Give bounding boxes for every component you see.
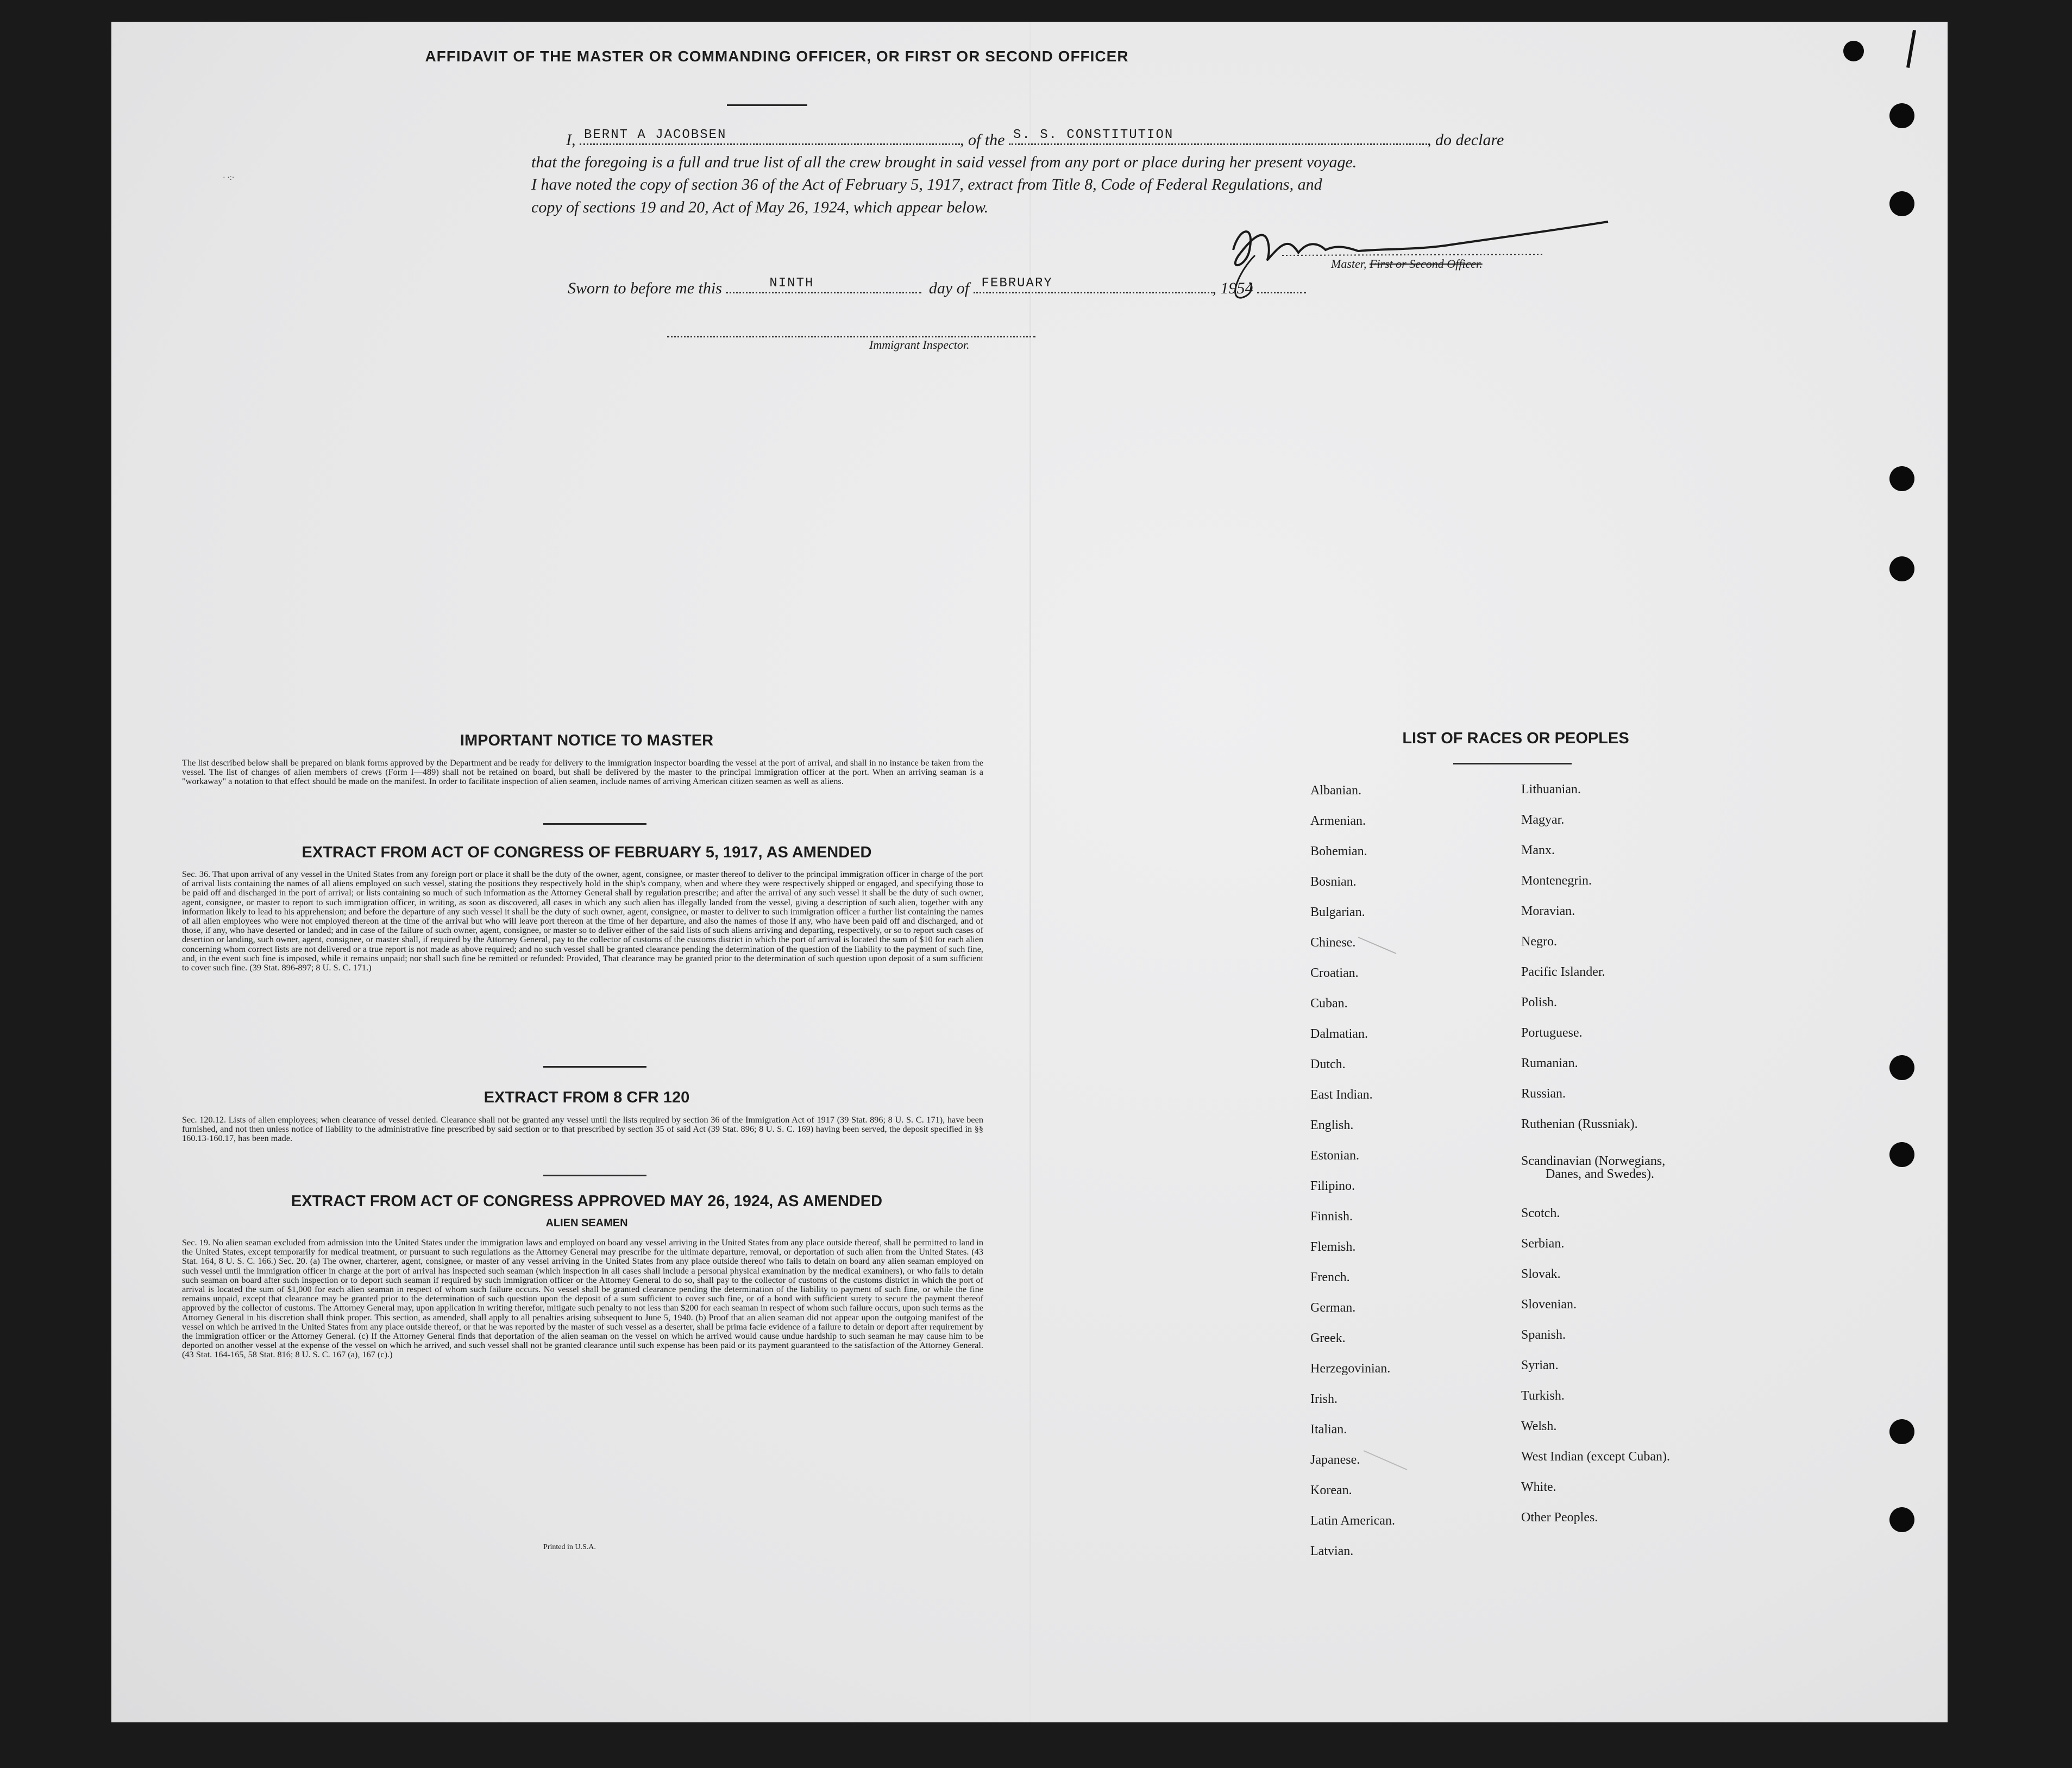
notice-title: IMPORTANT NOTICE TO MASTER — [460, 732, 714, 749]
divider — [543, 823, 646, 825]
vessel-name: S. S. CONSTITUTION — [1013, 128, 1174, 142]
inspector-signature-line — [667, 336, 1035, 337]
inspector-caption: Immigrant Inspector. — [869, 338, 970, 352]
sworn-text: Sworn to before me this — [568, 279, 722, 297]
affidavit-title: AFFIDAVIT OF THE MASTER OR COMMANDING OFFICER, OR FIRST OR SECOND OFFICER — [425, 48, 1129, 65]
race-item: Portuguese. — [1521, 1026, 1583, 1040]
race-item: West Indian (except Cuban). — [1521, 1450, 1670, 1464]
do-declare: , do declare — [1427, 131, 1504, 149]
race-item: Irish. — [1310, 1392, 1338, 1406]
punch-hole — [1889, 1419, 1914, 1444]
declaration-line-4: copy of sections 19 and 20, Act of May 26, 1924, which appear below. — [531, 198, 989, 216]
punch-hole — [1889, 191, 1914, 216]
day-value: NINTH — [769, 276, 814, 291]
race-item: Latvian. — [1310, 1544, 1354, 1558]
master-caption — [1331, 257, 1483, 271]
race-item: Armenian. — [1310, 814, 1366, 828]
year-field — [1257, 279, 1306, 293]
race-item: Other Peoples. — [1521, 1510, 1598, 1525]
races-title: LIST OF RACES OR PEOPLES — [1402, 730, 1629, 747]
printed-in-usa: Printed in U.S.A. — [543, 1543, 596, 1551]
race-item: Finnish. — [1310, 1209, 1353, 1224]
punch-hole — [1889, 466, 1914, 491]
declaration-line-2: that the foregoing is a full and true list of all the crew brought in said vessel from any port or place during her present voyage. — [531, 153, 1357, 171]
struck-caption: First or Second Officer. — [1369, 257, 1483, 271]
race-item: Moravian. — [1521, 904, 1575, 918]
race-item: French. — [1310, 1270, 1350, 1284]
race-item: Cuban. — [1310, 996, 1348, 1011]
race-item: Rumanian. — [1521, 1056, 1578, 1070]
master-name: BERNT A JACOBSEN — [584, 128, 727, 142]
punch-hole — [1889, 103, 1914, 128]
race-item: Bulgarian. — [1310, 905, 1365, 919]
race-item: Japanese. — [1310, 1453, 1360, 1467]
race-item: Russian. — [1521, 1087, 1566, 1101]
declaration-line-3: I have noted the copy of section 36 of the Act of February 5, 1917, extract from Title 8, Code of Federal Regulations, and — [531, 175, 1322, 193]
pencil-marks — [1347, 935, 1456, 1478]
punch-hole — [1889, 1507, 1914, 1532]
punch-hole — [1889, 1142, 1914, 1167]
race-item: Turkish. — [1521, 1389, 1565, 1403]
race-item: Polish. — [1521, 995, 1558, 1010]
extract-cfr-text: Sec. 120.12. Lists of alien employees; when clearance of vessel denied. Clearance shall not be granted any vessel until the lists required by section 36 of the Immigration Act of 1917 (39 Stat. 896; 8 U. S. C. 171), have been furnished, and not then unless notice of liability to the administrative fine prescribed by said section or to that prescribed by section 35 of said Act (39 Stat. 896; 8 U. S. C. 169) having been served, the deposit specified in §§ 160.13-160.17, has been made. — [182, 1114, 983, 1144]
race-item: White. — [1521, 1480, 1556, 1494]
race-item: Korean. — [1310, 1483, 1352, 1497]
race-item: Montenegrin. — [1521, 874, 1592, 888]
punch-hole — [1889, 1055, 1914, 1080]
year-text: , 1954 — [1212, 279, 1253, 297]
divider — [543, 1066, 646, 1068]
race-item: Croatian. — [1310, 966, 1359, 980]
race-item: Dalmatian. — [1310, 1027, 1368, 1041]
race-item: Scandinavian (Norwegians, — [1521, 1154, 1666, 1168]
master-label: Master, — [1331, 257, 1367, 271]
vessel-field — [1009, 130, 1427, 145]
race-item: Syrian. — [1521, 1358, 1559, 1372]
races-title-rule — [1453, 763, 1572, 764]
race-item: Latin American. — [1310, 1514, 1395, 1528]
punch-hole — [1889, 556, 1914, 581]
divider — [543, 1175, 646, 1176]
punch-hole — [1843, 41, 1864, 61]
race-item: German. — [1310, 1301, 1356, 1315]
title-rule — [727, 104, 807, 106]
race-item: Ruthenian (Russniak). — [1521, 1117, 1638, 1131]
race-item: Lithuanian. — [1521, 782, 1581, 797]
sworn-line — [568, 276, 1306, 298]
extract-1917-title: EXTRACT FROM ACT OF CONGRESS OF FEBRUARY 5, 1917, AS AMENDED — [302, 844, 872, 861]
race-item: Magyar. — [1521, 813, 1565, 827]
race-item: Greek. — [1310, 1331, 1346, 1345]
race-item: Serbian. — [1521, 1237, 1565, 1251]
race-item: Herzegovinian. — [1310, 1362, 1391, 1376]
race-item: Estonian. — [1310, 1149, 1359, 1163]
race-item: Slovak. — [1521, 1267, 1561, 1281]
day-field — [726, 276, 921, 293]
race-item: Manx. — [1521, 843, 1555, 857]
day-of-text: day of — [928, 279, 970, 297]
extract-cfr-title: EXTRACT FROM 8 CFR 120 — [484, 1089, 690, 1106]
race-item: Pacific Islander. — [1521, 965, 1605, 979]
race-item: Flemish. — [1310, 1240, 1356, 1254]
race-item: East Indian. — [1310, 1088, 1373, 1102]
declaration-line-1 — [566, 130, 1504, 149]
month-field — [974, 276, 1213, 293]
i-prefix: I, — [566, 131, 576, 149]
race-item: Bohemian. — [1310, 844, 1367, 858]
extract-1924-text: Sec. 19. No alien seaman excluded from admission into the United States under the immigration laws and employed on board any vessel arriving in the United States from any place outside thereof, shall be permitted to land in the United States, except temporarily for medical treatment, or pursuant to such regulations as the Attorney General may prescribe for the ultimate departure, removal, or deportation of such alien from the United States. (43 Stat. 164, 8 U. S. C. 166.) Sec. 20. (a) The owner, charterer, agent, consignee, or master of any vessel arriving in the United States from any place outside thereof who fails to detain on board any alien seaman employed on such vessel until the immigration officer in charge at the port of arrival has inspected such seaman (which inspection in all cases shall include a personal physical examination by the medical examiners), or who fails to detain such seaman on board after such inspection or to deport such seaman if required by such immigration officer or the Attorney General to do so, shall pay to the collector of customs of the customs district in which the port of arrival is located the sum of $1,000 for each alien seaman in respect of whom such failure occurs. No vessel shall be granted clearance pending the determination of the liability to payment of such fine, or while the fine remains unpaid, except that clearance may be granted prior to the determination of such question upon the deposit of a sum sufficient to cover such fine, or of a bond with sufficient surety to secure the payment thereof approved by the collector of customs. The Attorney General may, upon application in writing therefor, mitigate such penalty to not less than $200 for each seaman in respect of whom such failure occurs, upon such terms as the Attorney General in his discretion shall think proper. This section, as amended, shall apply to all penalties arising subsequent to June 5, 1940. (b) Proof that an alien seaman did not appear upon the outgoing manifest of the vessel on which he arrived in the United States from any place outside thereof, or that he was reported by the master of such vessel as a deserter, shall be prima facie evidence of a failure to detain or deport after requirement by the immigration officer or the Attorney General. (c) If the Attorney General finds that deportation of the alien seaman on the vessel on which he arrived would cause undue hardship to such seaman he may cause him to be deported on another vessel at the expense of the vessel on which he arrived, and such vessel shall not be granted clearance until such expense has been paid or its payment guaranteed to the satisfaction of the Attorney General. (43 Stat. 164-165, 58 Stat. 816; 8 U. S. C. 167 (a), 167 (c).) — [182, 1237, 983, 1360]
extract-1924-title: EXTRACT FROM ACT OF CONGRESS APPROVED MAY 26, 1924, AS AMENDED — [291, 1193, 883, 1210]
race-item: Spanish. — [1521, 1328, 1566, 1342]
race-item: Danes, and Swedes). — [1546, 1167, 1654, 1181]
race-item: Dutch. — [1310, 1057, 1346, 1071]
month-value: FEBRUARY — [981, 276, 1053, 291]
race-item: Filipino. — [1310, 1179, 1355, 1193]
race-item: Bosnian. — [1310, 875, 1357, 889]
race-item: Chinese. — [1310, 936, 1356, 950]
notice-text: The list described below shall be prepared on blank forms approved by the Department and be ready for delivery to the immigration inspector boarding the vessel at the port of arrival, and shall in no instance be taken from the vessel. The list of changes of alien members of crews (Form I—489) shall not be retained on board, but shall be delivered by the master to the principal immigration officer at the port. When an arriving seaman is a "workaway" a notation to that effect should be made on the manifest. In order to facilitate inspection of alien seamen, include names of arriving American citizen seamen as well as aliens. — [182, 757, 983, 787]
race-item: Negro. — [1521, 935, 1557, 949]
race-item: Slovenian. — [1521, 1297, 1577, 1312]
race-item: Italian. — [1310, 1422, 1347, 1437]
master-name-field — [580, 130, 960, 145]
race-item: Albanian. — [1310, 783, 1361, 798]
margin-mark: · ·:· — [223, 174, 235, 182]
race-item: Scotch. — [1521, 1206, 1560, 1220]
of-the: , of the — [960, 131, 1005, 149]
race-item: English. — [1310, 1118, 1354, 1132]
extract-1924-subtitle: ALIEN SEAMEN — [545, 1217, 628, 1229]
race-item: Welsh. — [1521, 1419, 1557, 1433]
extract-1917-text: Sec. 36. That upon arrival of any vessel in the United States from any foreign port or place it shall be the duty of the owner, agent, consignee, or master thereof to deliver to the principal immigration officer in charge of the port of arrival lists containing the names of all aliens employed on such vessel, stating the positions they respectively hold in the ship's company, when and where they were respectively shipped or engaged, and specifying those to be paid off and discharged in the port of arrival; or lists containing so much of such information as the Attorney General shall by regulation prescribe; and after the arrival of any such vessel it shall be the duty of such owner, agent, consignee, or master to report to such immigration officer, in writing, as soon as discovered, all cases in which any such alien has illegally landed from the vessel, giving a description of such alien, together with any information likely to lead to his apprehension; and before the departure of any such vessel it shall be the duty of such owner, agent, consignee, or master to deliver to such immigration officer a further list containing the names of all alien employees who were not employed thereon at the time of the arrival but who will leave port thereon at the time of her departure, and also the names of those if any, who have been paid off and discharged, and of those, if any, who have deserted or landed; and in case of the failure of such owner, agent, consignee, or master so to deliver either of the said lists of such aliens arriving and departing, respectively, or so to report such cases of desertion or landing, such owner, agent, consignee, or master shall, if required by the Attorney General, pay to the collector of customs of the customs district in which the port of arrival is located the sum of $10 for each alien concerning whom correct lists are not delivered or a true report is not made as above required; and no such vessel shall be granted clearance pending the determination of the question of the liability to the payment of such fine, and, in the event such fine is imposed, while it remains unpaid; nor shall such fine be remitted or refunded: Provided, That clearance may be granted prior to the determination of such question upon deposit of a sum sufficient to cover such fine. (39 Stat. 896-897; 8 U. S. C. 171.) — [182, 869, 983, 973]
